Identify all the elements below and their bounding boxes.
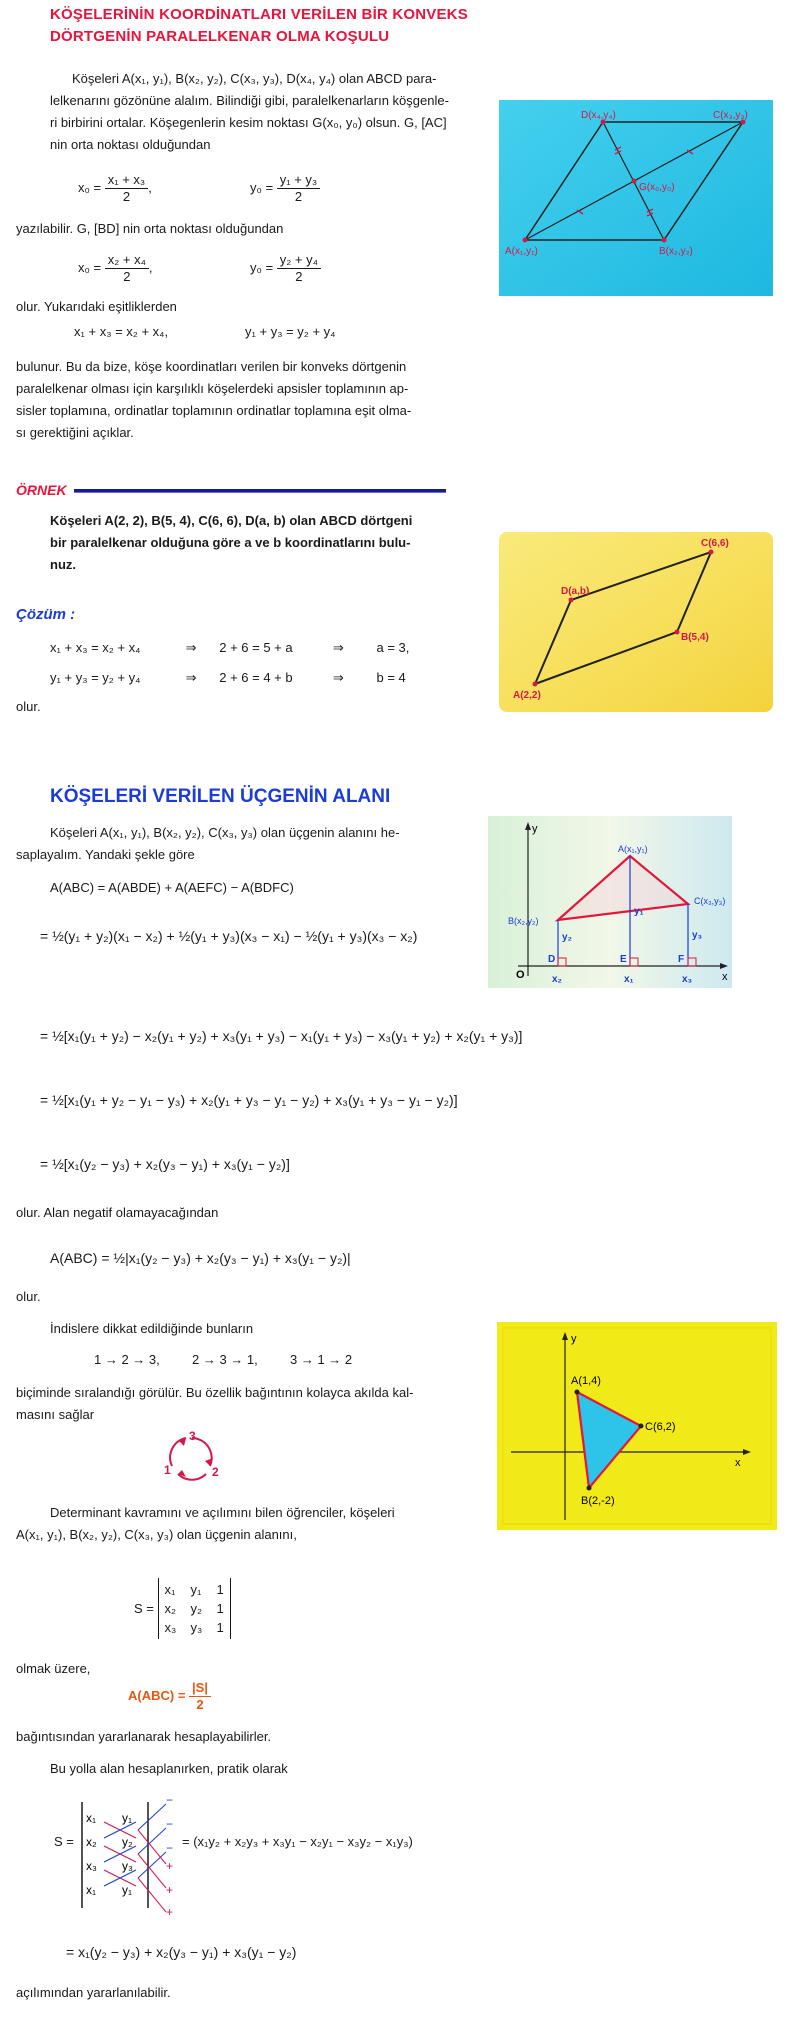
det-row [165, 1580, 224, 1599]
det-cell: x₃ [164, 1620, 177, 1635]
eq1-x-num: x₁ + x₃ [105, 172, 149, 189]
section2-intro [16, 822, 470, 866]
point-a [523, 238, 528, 243]
label-d: D [548, 954, 556, 965]
eq1-x-den: 2 [122, 189, 131, 204]
expansion-line-b: = ½[x₁(y₁ + y₂) − x₂(y₁ + y₂) + x₃(y₁ + y₃) − x₁(y₁ + y₃) − x₃(y₁ + y₂) + x₂(y₁ + y₃)] [40, 1028, 523, 1044]
sarrus-cell: x₁ [86, 1883, 97, 1897]
s1-arrow1: ⇒ [185, 640, 197, 655]
question-line: bir paralelkenar olduğuna göre a ve b koordinatlarını bulu- [50, 535, 411, 550]
olmak-text: olmak üzere, [16, 1661, 91, 1676]
area-formula [128, 1680, 211, 1713]
s2-arrow2: ⇒ [332, 670, 344, 685]
s2-b: 2 + 6 = 4 + b [219, 670, 293, 685]
det-cell: x₁ [164, 1582, 176, 1597]
cycle-num: 2 [212, 1465, 219, 1479]
det-cell: 1 [216, 1620, 224, 1635]
point-a [575, 1390, 580, 1395]
eq2-x-den: 2 [123, 269, 131, 284]
concl-line: paralelkenar olması için karşılıklı köşelerdeki apsisler toplamının ap- [16, 381, 409, 396]
eq1-x-lhs: x₀ = [78, 179, 102, 195]
intro-line: lelkenarını gözönüne alalım. Bilindiği gibi, paralelkenarların köşgenle- [50, 93, 449, 108]
eq2-x-lhs: x₀ = [78, 259, 102, 275]
axis-x-label: x [735, 1457, 741, 1469]
label-a: A(2,2) [513, 690, 541, 701]
eq2-y-den: 2 [295, 269, 303, 284]
label-a: A(x₁,y₁) [618, 844, 648, 854]
figure-bg [499, 532, 773, 712]
area-eq: A(ABC) = A(ABDE) + A(AEFC) − A(BDFC) [50, 880, 294, 895]
example-olur: olur. [16, 699, 41, 714]
formula-lhs: A(ABC) = [128, 1687, 186, 1703]
eq1-y-num: y₁ + y₃ [277, 172, 321, 189]
sarrus-sign: + [166, 1859, 174, 1873]
intro-line: Köşeleri A(x₁, y₁), B(x₂, y₂), C(x₃, y₃) olan üçgenin alanını he- [50, 825, 400, 840]
concl-line: sı gerektiğini açıklar. [16, 425, 134, 440]
s2-arrow1: ⇒ [185, 670, 197, 685]
label-d: D(x₄,y₄) [581, 110, 616, 121]
det-row [165, 1599, 224, 1618]
example-label: ÖRNEK [16, 482, 67, 498]
cycle-num: 1 [164, 1463, 171, 1477]
point-a [533, 682, 538, 687]
final-eq: = x₁(y₂ − y₃) + x₂(y₃ − y₁) + x₃(y₁ − y₂) [66, 1944, 297, 1960]
mid-text: yazılabilir. G, [BD] nin orta noktası olduğundan [16, 221, 284, 236]
neg-text: olur. Alan negatif olamayacağından [16, 1205, 219, 1220]
order-text [16, 1382, 456, 1426]
label-f: F [678, 954, 685, 965]
label-o: O [516, 969, 525, 981]
point-c [639, 1424, 644, 1429]
conclusion [16, 356, 456, 444]
order-line: biçiminde sıralandığı görülür. Bu özellik bağıntının kolayca akılda kal- [16, 1385, 414, 1400]
concl-line: bulunur. Bu da bize, köşe koordinatları verilen bir konveks dörtgenin [16, 359, 407, 374]
cycle-2: 2 → 3 → 1, [192, 1352, 258, 1367]
cycle-1: 1 → 2 → 3, [94, 1352, 160, 1367]
det-cell: 1 [216, 1582, 224, 1597]
point-c [709, 550, 714, 555]
sarrus-sign: − [166, 1817, 174, 1831]
det-cell: y₂ [190, 1601, 203, 1616]
eq2-x-num: x₂ + x₄ [105, 252, 149, 269]
label-a: A(1,4) [571, 1375, 601, 1387]
label-x3: x₃ [682, 974, 693, 985]
determinant [134, 1578, 231, 1639]
point-b [587, 1486, 592, 1491]
label-x2: x₂ [552, 974, 563, 985]
label-y2: y₂ [562, 932, 573, 943]
abs-olur: olur. [16, 1289, 41, 1304]
label-c: C(x₃,y₃) [713, 110, 748, 121]
eq1-y-den: 2 [294, 189, 303, 204]
section1-intro [50, 68, 470, 156]
det-matrix [158, 1578, 231, 1639]
eq2-y-num: y₂ + y₄ [277, 252, 321, 269]
question-line: Köşeleri A(2, 2), B(5, 4), C(6, 6), D(a, b) olan ABCD dörtgeni [50, 513, 413, 528]
sarrus-sign: − [166, 1841, 174, 1855]
example-figure [499, 532, 773, 712]
solution-label: Çözüm : [16, 606, 76, 623]
sarrus-S-label: S = [54, 1834, 74, 1849]
eq2-y [250, 252, 321, 285]
s2-c: b = 4 [376, 670, 406, 685]
sarrus-scheme [76, 1790, 176, 1920]
det-line: Determinant kavramını ve açılımını bilen öğrenciler, köşeleri [50, 1505, 395, 1520]
pratik-text: Bu yolla alan hesaplanırken, pratik olarak [50, 1761, 288, 1776]
s1-arrow2: ⇒ [332, 640, 344, 655]
eq1-y-lhs: y₀ = [250, 179, 274, 195]
solution-line2 [50, 670, 406, 686]
question-line: nuz. [50, 557, 76, 572]
label-c: C(6,2) [645, 1421, 676, 1433]
formula-num: |S| [189, 1680, 211, 1697]
section1-title-line2: DÖRTGENİN PARALELKENAR OLMA KOŞULU [50, 28, 390, 45]
eq1-y [250, 172, 320, 205]
eq3-x: x₁ + x₃ = x₂ + x₄, [74, 324, 169, 339]
det-row [165, 1618, 224, 1637]
section2-title: KÖŞELERİ VERİLEN ÜÇGENİN ALANI [50, 786, 391, 807]
sarrus-cell: x₁ [86, 1811, 97, 1825]
label-y3: y₃ [692, 930, 703, 941]
sarrus-ext-minus [138, 1852, 166, 1878]
axis-x-label: x [722, 971, 728, 983]
eq2-y-lhs: y₀ = [250, 259, 274, 275]
label-x1: x₁ [624, 974, 634, 985]
example-question [50, 510, 470, 576]
cycle-3: 3 → 1 → 2 [290, 1352, 353, 1367]
s1-c: a = 3, [376, 640, 410, 655]
label-b: B(2,-2) [581, 1495, 615, 1507]
sarrus-cell: x₃ [86, 1859, 97, 1873]
formula-den: 2 [196, 1697, 204, 1712]
eq1-x: x₀ = $\frac{\text{x₁ + x₃}}{2}$ , [78, 172, 152, 204]
label-e: E [620, 954, 627, 965]
eq-equal-text: olur. Yukarıdaki eşitliklerden [16, 299, 177, 314]
point-g [632, 179, 637, 184]
example-rule [74, 489, 446, 493]
section1-title-line1: KÖŞELERİNİN KOORDİNATLARI VERİLEN BİR KONVEKS [50, 6, 468, 23]
order-line: masını sağlar [16, 1407, 95, 1422]
triangle-construction-figure [488, 816, 732, 988]
solution-line1 [50, 640, 409, 656]
sarrus-sign: − [166, 1793, 174, 1807]
s1-b: 2 + 6 = 5 + a [219, 640, 293, 655]
label-d: D(a,b) [561, 586, 590, 597]
s2-a: y₁ + y₃ = y₂ + y₄ [50, 670, 141, 685]
expansion-line-a: = ½(y₁ + y₂)(x₁ − x₂) + ½(y₁ + y₃)(x₃ − x₁) − ½(y₁ + y₃)(x₃ − x₂) [40, 928, 418, 944]
label-g: G(x₀,y₀) [639, 182, 675, 193]
det-cell: y₁ [190, 1582, 202, 1597]
sarrus-sign: + [166, 1883, 174, 1897]
det-cell: y₃ [190, 1620, 203, 1635]
eq3-y: y₁ + y₃ = y₂ + y₄ [245, 324, 336, 339]
label-c: C(6,6) [701, 538, 729, 549]
eq2-x: x₀ = $\frac{\text{x₂ + x₄}}{2}$ , [78, 252, 153, 284]
det-cell: x₂ [164, 1601, 177, 1616]
sarrus-sign: + [166, 1905, 174, 1919]
axis-y-label: y [571, 1333, 577, 1345]
point-b [675, 630, 680, 635]
cycle-diagram [160, 1428, 224, 1488]
label-a: A(x₁,y₁) [505, 246, 538, 257]
axis-y-label: y [532, 823, 538, 835]
intro-line: saplayalım. Yandaki şekle göre [16, 847, 195, 862]
label-b: B(x₂,y₂) [659, 246, 693, 257]
det-line: A(x₁, y₁), B(x₂, y₂), C(x₃, y₃) olan üçgenin alanını, [16, 1527, 297, 1542]
expansion-line-d: = ½[x₁(y₂ − y₃) + x₂(y₃ − y₁) + x₃(y₁ − y₂)] [40, 1156, 290, 1172]
intro-line: Köşeleri A(x₁, y₁), B(x₂, y₂), C(x₃, y₃), D(x₄, y₄) olan ABCD para- [72, 71, 437, 86]
triangle-example-figure [497, 1322, 777, 1530]
det-cell: 1 [216, 1601, 224, 1616]
baginti-text: bağıntısından yararlanarak hesaplayabilirler. [16, 1729, 272, 1744]
s1-a: x₁ + x₃ = x₂ + x₄ [50, 640, 141, 655]
point-d [569, 598, 574, 603]
concl-line: sisler toplamına, ordinatlar toplamının ordinatlar toplamına eşit olma- [16, 403, 412, 418]
sarrus-ext-minus [138, 1804, 166, 1830]
sarrus-cell: y₁ [122, 1883, 133, 1897]
intro-line: nin orta noktası olduğundan [50, 137, 211, 152]
point-b [662, 238, 667, 243]
det-text [16, 1502, 456, 1546]
label-c: C(x₃,y₃) [694, 896, 726, 906]
intro-line: ri birbirini ortalar. Köşegenlerin kesim noktası G(x₀, y₀) olsun. G, [AC] [50, 115, 447, 130]
sarrus-result: = (x₁y₂ + x₂y₃ + x₃y₁ − x₂y₁ − x₃y₂ − x₁y₃) [182, 1834, 413, 1849]
cycle-num: 3 [189, 1429, 196, 1443]
final-text: açılımından yararlanılabilir. [16, 1985, 171, 2000]
sarrus-cell: y₃ [122, 1859, 133, 1873]
figure-bg [499, 100, 773, 296]
label-b: B(5,4) [681, 632, 709, 643]
idx-text: İndislere dikkat edildiğinde bunların [50, 1321, 254, 1336]
sarrus-cell: y₂ [122, 1835, 133, 1849]
det-S-label: S = [134, 1601, 154, 1616]
abs-area-eq: A(ABC) = ½|x₁(y₂ − y₃) + x₂(y₃ − y₁) + x₃(y₁ − y₂)| [50, 1250, 351, 1266]
expansion-line-c: = ½[x₁(y₁ + y₂ − y₁ − y₃) + x₂(y₁ + y₃ − y₁ − y₂) + x₃(y₁ + y₃ − y₁ − y₂)] [40, 1092, 458, 1108]
sarrus-cell: y₁ [122, 1811, 133, 1825]
label-b: B(x₂,y₂) [508, 916, 539, 926]
sarrus-ext-minus [138, 1828, 166, 1854]
label-y1: y₁ [634, 906, 644, 917]
parallelogram-figure [499, 100, 773, 296]
sarrus-cell: x₂ [86, 1835, 97, 1849]
